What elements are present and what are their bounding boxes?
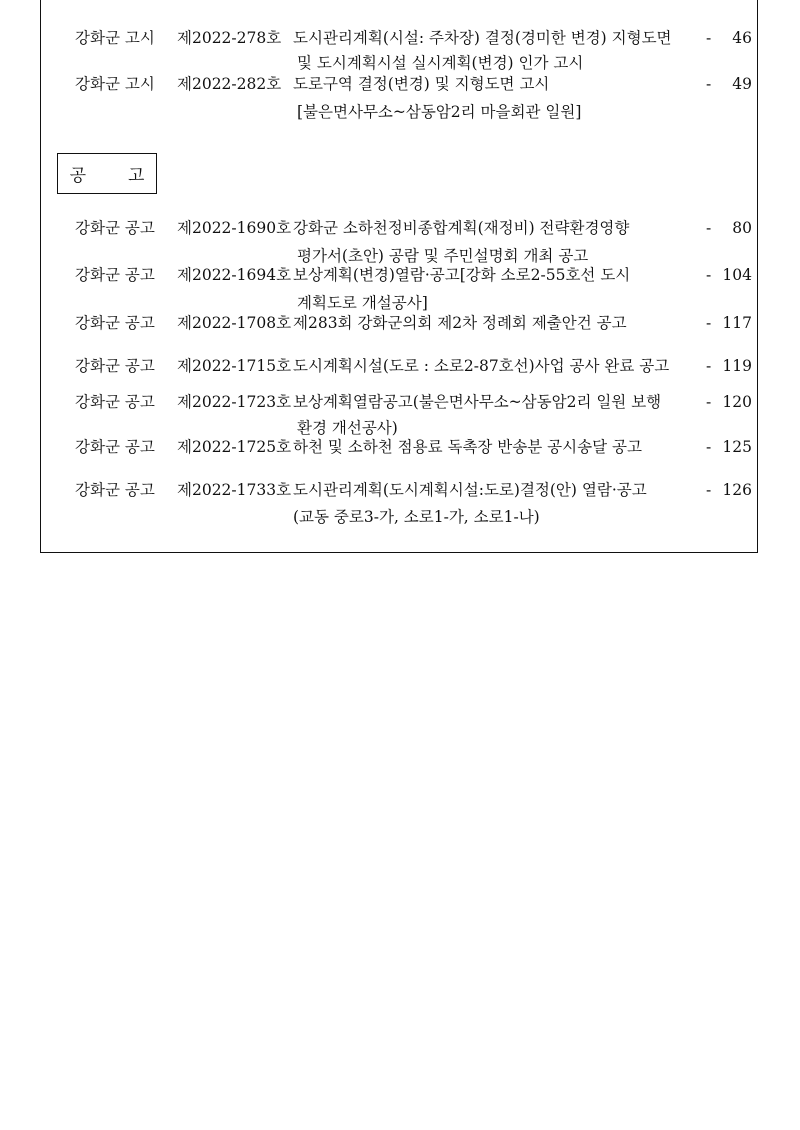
entry-dash: -: [706, 393, 712, 411]
entry-page: 126: [722, 481, 752, 499]
entry-page: 104: [722, 266, 752, 284]
entry-title-continued: 평가서(초안) 공람 및 주민설명회 개최 공고: [297, 247, 589, 265]
entry-number: 제2022-1733호: [177, 481, 292, 499]
entry-agency: 강화군 공고: [75, 438, 155, 456]
entry-dash: -: [706, 266, 712, 284]
entry-title: 보상계획열람공고(불은면사무소~삼동암2리 일원 보행: [293, 393, 662, 411]
entry-page: 120: [722, 393, 752, 411]
entry-number: 제2022-1690호: [177, 219, 292, 237]
entry-agency: 강화군 공고: [75, 393, 155, 411]
entry-number: 제2022-1694호: [177, 266, 292, 284]
entry-number: 제2022-278호: [177, 29, 282, 47]
entry-page: 125: [722, 438, 752, 456]
entry-agency: 강화군 공고: [75, 219, 155, 237]
entry-agency: 강화군 고시: [75, 75, 155, 93]
entry-title: 도시계획시설(도로 : 소로2-87호선)사업 공사 완료 공고: [293, 357, 670, 375]
entry-agency: 강화군 공고: [75, 357, 155, 375]
entry-agency: 강화군 공고: [75, 266, 155, 284]
entry-title: 도시관리계획(도시계획시설:도로)결정(안) 열람·공고: [293, 481, 647, 499]
entry-agency: 강화군 공고: [75, 481, 155, 499]
entry-dash: -: [706, 314, 712, 332]
section-heading-announcements: [57, 153, 157, 194]
entry-dash: -: [706, 219, 712, 237]
entry-title: 도로구역 결정(변경) 및 지형도면 고시: [293, 75, 550, 93]
entry-number: 제2022-1715호: [177, 357, 292, 375]
section-heading-char: 공: [69, 166, 86, 186]
entry-page: 80: [732, 219, 752, 237]
entry-page: 49: [732, 75, 752, 93]
entry-page: 117: [722, 314, 752, 332]
entry-page: 119: [722, 357, 752, 375]
entry-dash: -: [706, 29, 712, 47]
entry-title: 도시관리계획(시설: 주차장) 결정(경미한 변경) 지형도면: [293, 29, 672, 47]
entry-page: 46: [732, 29, 752, 47]
entry-number: 제2022-282호: [177, 75, 282, 93]
entry-number: 제2022-1725호: [177, 438, 292, 456]
entry-title: 강화군 소하천정비종합계획(재정비) 전략환경영향: [293, 219, 630, 237]
section-heading-char: 고: [128, 166, 145, 186]
entry-title: 보상계획(변경)열람·공고[강화 소로2-55호선 도시: [293, 266, 631, 284]
entry-number: 제2022-1723호: [177, 393, 292, 411]
entry-title: 하천 및 소하천 점용료 독촉장 반송분 공시송달 공고: [293, 438, 642, 456]
entry-agency: 강화군 공고: [75, 314, 155, 332]
entry-dash: -: [706, 75, 712, 93]
entry-dash: -: [706, 438, 712, 456]
entry-title-continued: [불은면사무소~삼동암2리 마을회관 일원]: [297, 103, 582, 121]
entry-title-continued: 및 도시계획시설 실시계획(변경) 인가 고시: [297, 54, 584, 72]
entry-title-continued: 환경 개선공사): [297, 419, 398, 437]
entry-dash: -: [706, 357, 712, 375]
entry-number: 제2022-1708호: [177, 314, 292, 332]
entry-title-continued: (교동 중로3-가, 소로1-가, 소로1-나): [293, 508, 540, 526]
entry-title: 제283회 강화군의회 제2차 정례회 제출안건 공고: [293, 314, 627, 332]
entry-title-continued: 계획도로 개설공사]: [297, 294, 428, 312]
entry-dash: -: [706, 481, 712, 499]
entry-agency: 강화군 고시: [75, 29, 155, 47]
